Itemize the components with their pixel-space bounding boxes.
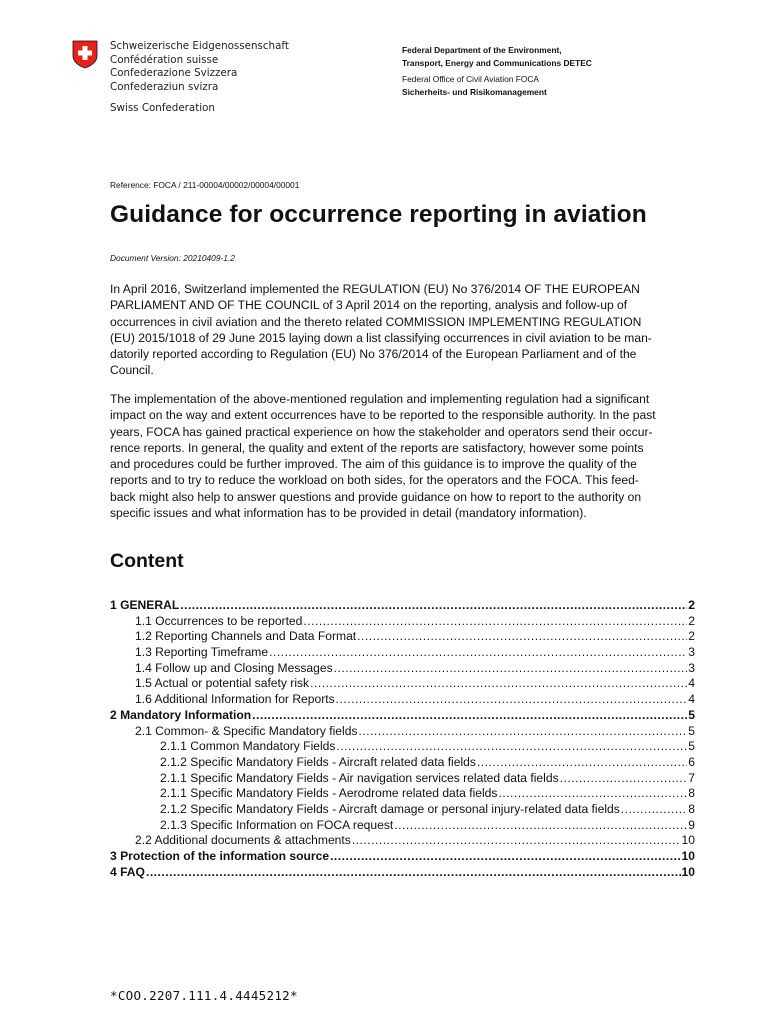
paragraph-line: rence reports. In general, the quality and extent of the reports are satisfactory, however some points [110, 440, 644, 455]
paragraph-line: datorily reported according to Regulation (EU) No 376/2014 of the European Parliament and of the [110, 347, 637, 362]
toc-entry[interactable] [110, 739, 695, 755]
toc-entry-page: 2 [688, 598, 695, 612]
department-block [402, 44, 592, 69]
toc-entry-page: 9 [688, 817, 695, 832]
confederation-name-rm: Confederaziun svizra [110, 80, 219, 93]
toc-dot-leader [252, 708, 687, 724]
paragraph-line: The implementation of the above-mentioned regulation and implementing regulation had a significant [110, 392, 650, 406]
confederation-name-fr: Confédération suisse [110, 53, 219, 66]
toc-entry[interactable] [110, 786, 695, 802]
toc-dot-leader [310, 676, 687, 692]
toc-entry-label: 2.1.1 Specific Mandatory Fields - Aerodrome related data fields [160, 786, 498, 801]
office-line: Federal Office of Civil Aviation FOCA [402, 74, 540, 84]
toc-dot-leader [146, 865, 681, 881]
toc-entry[interactable] [110, 724, 695, 740]
swiss-shield-graphic [72, 40, 98, 69]
toc-entry-page: 4 [688, 676, 695, 691]
toc-entry-label: 1.3 Reporting Timeframe [135, 645, 269, 660]
paragraph-line: Council. [110, 363, 154, 378]
toc-entry-label: 2.1 Common- & Specific Mandatory fields [135, 723, 358, 738]
toc-entry-label: 2.1.2 Specific Mandatory Fields - Aircraft damage or personal injury-related data fields [160, 801, 620, 816]
toc-entry[interactable] [110, 661, 695, 677]
toc-entry-label: 1 GENERAL [110, 598, 180, 612]
toc-dot-leader [334, 661, 688, 677]
toc-entry-page: 5 [688, 739, 695, 754]
toc-entry-page: 8 [688, 801, 695, 816]
toc-entry[interactable] [110, 802, 695, 818]
swiss-flag-logo-icon [72, 40, 98, 69]
toc-entry-label: 2.1.1 Common Mandatory Fields [160, 739, 336, 754]
confederation-name-de: Schweizerische Eidgenossenschaft [110, 40, 289, 52]
toc-dot-leader [180, 598, 687, 614]
paragraph-line: years, FOCA has gained practical experience on how the stakeholder and operators send their occur- [110, 424, 653, 439]
toc-entry-page: 3 [688, 645, 695, 660]
document-version: Document Version: 20210409-1.2 [110, 253, 235, 263]
toc-dot-leader [336, 692, 688, 708]
toc-entry[interactable] [110, 833, 695, 849]
toc-dot-leader [477, 755, 687, 771]
toc-entry-label: 2.1.2 Specific Mandatory Fields - Aircraft related data fields [160, 754, 476, 769]
toc-entry-label: 2.1.3 Specific Information on FOCA request [160, 817, 394, 832]
toc-dot-leader [357, 629, 687, 645]
toc-entry[interactable] [110, 614, 695, 630]
toc-entry[interactable] [110, 865, 695, 881]
toc-entry-page: 2 [688, 613, 695, 628]
toc-entry-label: 1.6 Additional Information for Reports [135, 692, 335, 707]
paragraph-line: reports and to try to reduce the workload on both sides, for the operators and the FOCA. This feed- [110, 473, 639, 488]
paragraph-line: specific issues and what information has to be provided in detail (mandatory information). [110, 506, 587, 521]
toc-entry-page: 10 [681, 849, 695, 863]
department-line-2: Transport, Energy and Communications DETEC [402, 57, 592, 68]
table-of-contents [110, 598, 695, 880]
toc-entry-page: 4 [688, 692, 695, 707]
toc-entry-page: 5 [688, 723, 695, 738]
toc-entry-page: 5 [688, 707, 695, 722]
toc-entry[interactable] [110, 645, 695, 661]
department-line-1: Federal Department of the Environment, [402, 45, 562, 55]
toc-entry-label: 1.1 Occurrences to be reported [135, 613, 303, 628]
toc-entry-page: 6 [688, 754, 695, 769]
confederation-name-it: Confederazione Svizzera [110, 67, 238, 80]
document-id: *COO.2207.111.4.4445212* [110, 988, 298, 1003]
toc-entry[interactable] [110, 692, 695, 708]
toc-dot-leader [336, 739, 687, 755]
toc-entry-label: 2 Mandatory Information [110, 707, 252, 722]
confederation-names [110, 40, 289, 94]
toc-entry-page: 10 [681, 833, 695, 848]
toc-dot-leader [560, 771, 688, 787]
toc-dot-leader [621, 802, 687, 818]
toc-dot-leader [498, 786, 687, 802]
toc-entry[interactable] [110, 629, 695, 645]
toc-entry-label: 2.2 Additional documents & attachments [135, 833, 351, 848]
toc-entry-label: 3 Protection of the information source [110, 849, 330, 863]
unit-line: Sicherheits- und Risikomanagement [402, 86, 547, 97]
toc-entry-page: 7 [688, 770, 695, 785]
toc-entry-page: 3 [688, 660, 695, 675]
office-block [402, 73, 547, 98]
toc-entry-label: 1.5 Actual or potential safety risk [135, 676, 310, 691]
toc-entry[interactable] [110, 849, 695, 865]
toc-entry-label: 4 FAQ [110, 864, 145, 879]
toc-entry[interactable] [110, 708, 695, 724]
toc-entry-page: 8 [688, 786, 695, 801]
toc-dot-leader [358, 724, 687, 740]
toc-entry-label: 2.1.1 Specific Mandatory Fields - Air navigation services related data fields [160, 770, 559, 785]
swiss-confederation-label: Swiss Confederation [110, 102, 215, 114]
toc-entry[interactable] [110, 771, 695, 787]
toc-entry-page: 2 [688, 629, 695, 644]
paragraph-line: and procedures could be further improved. The aim of this guidance is to improve the quality of the [110, 457, 637, 472]
intro-paragraph-2 [110, 391, 695, 521]
paragraph-line: impact on the way and extent occurrences have to be reported to the responsible authority. In the past [110, 408, 656, 423]
paragraph-line: In April 2016, Switzerland implemented the REGULATION (EU) No 376/2014 OF THE EUROPEAN [110, 282, 640, 296]
document-title: Guidance for occurrence reporting in aviation [110, 201, 647, 228]
toc-dot-leader [269, 645, 687, 661]
toc-entry[interactable] [110, 598, 695, 614]
paragraph-line: occurrences in civil aviation and the thereto related COMMISSION IMPLEMENTING REGULATION [110, 314, 642, 329]
toc-entry-page: 10 [681, 864, 695, 879]
toc-entry-label: 1.2 Reporting Channels and Data Format [135, 629, 357, 644]
toc-dot-leader [330, 849, 680, 865]
intro-paragraph-1 [110, 281, 695, 379]
reference-number: Reference: FOCA / 211-00004/00002/00004/00001 [110, 180, 300, 190]
toc-entry[interactable] [110, 755, 695, 771]
paragraph-line: PARLIAMENT AND OF THE COUNCIL of 3 April 2014 on the reporting, analysis and follow-up of [110, 298, 628, 313]
toc-entry[interactable] [110, 676, 695, 692]
content-heading: Content [110, 550, 184, 572]
toc-dot-leader [394, 818, 687, 834]
toc-dot-leader [303, 614, 687, 630]
paragraph-line: back might also help to answer questions and provide guidance on how to report to the authority on [110, 489, 642, 504]
paragraph-line: (EU) 2015/1018 of 29 June 2015 laying down a list classifying occurrences in civil aviation to be man- [110, 330, 652, 345]
toc-entry-label: 1.4 Follow up and Closing Messages [135, 660, 333, 675]
toc-entry[interactable] [110, 818, 695, 834]
toc-dot-leader [352, 833, 681, 849]
